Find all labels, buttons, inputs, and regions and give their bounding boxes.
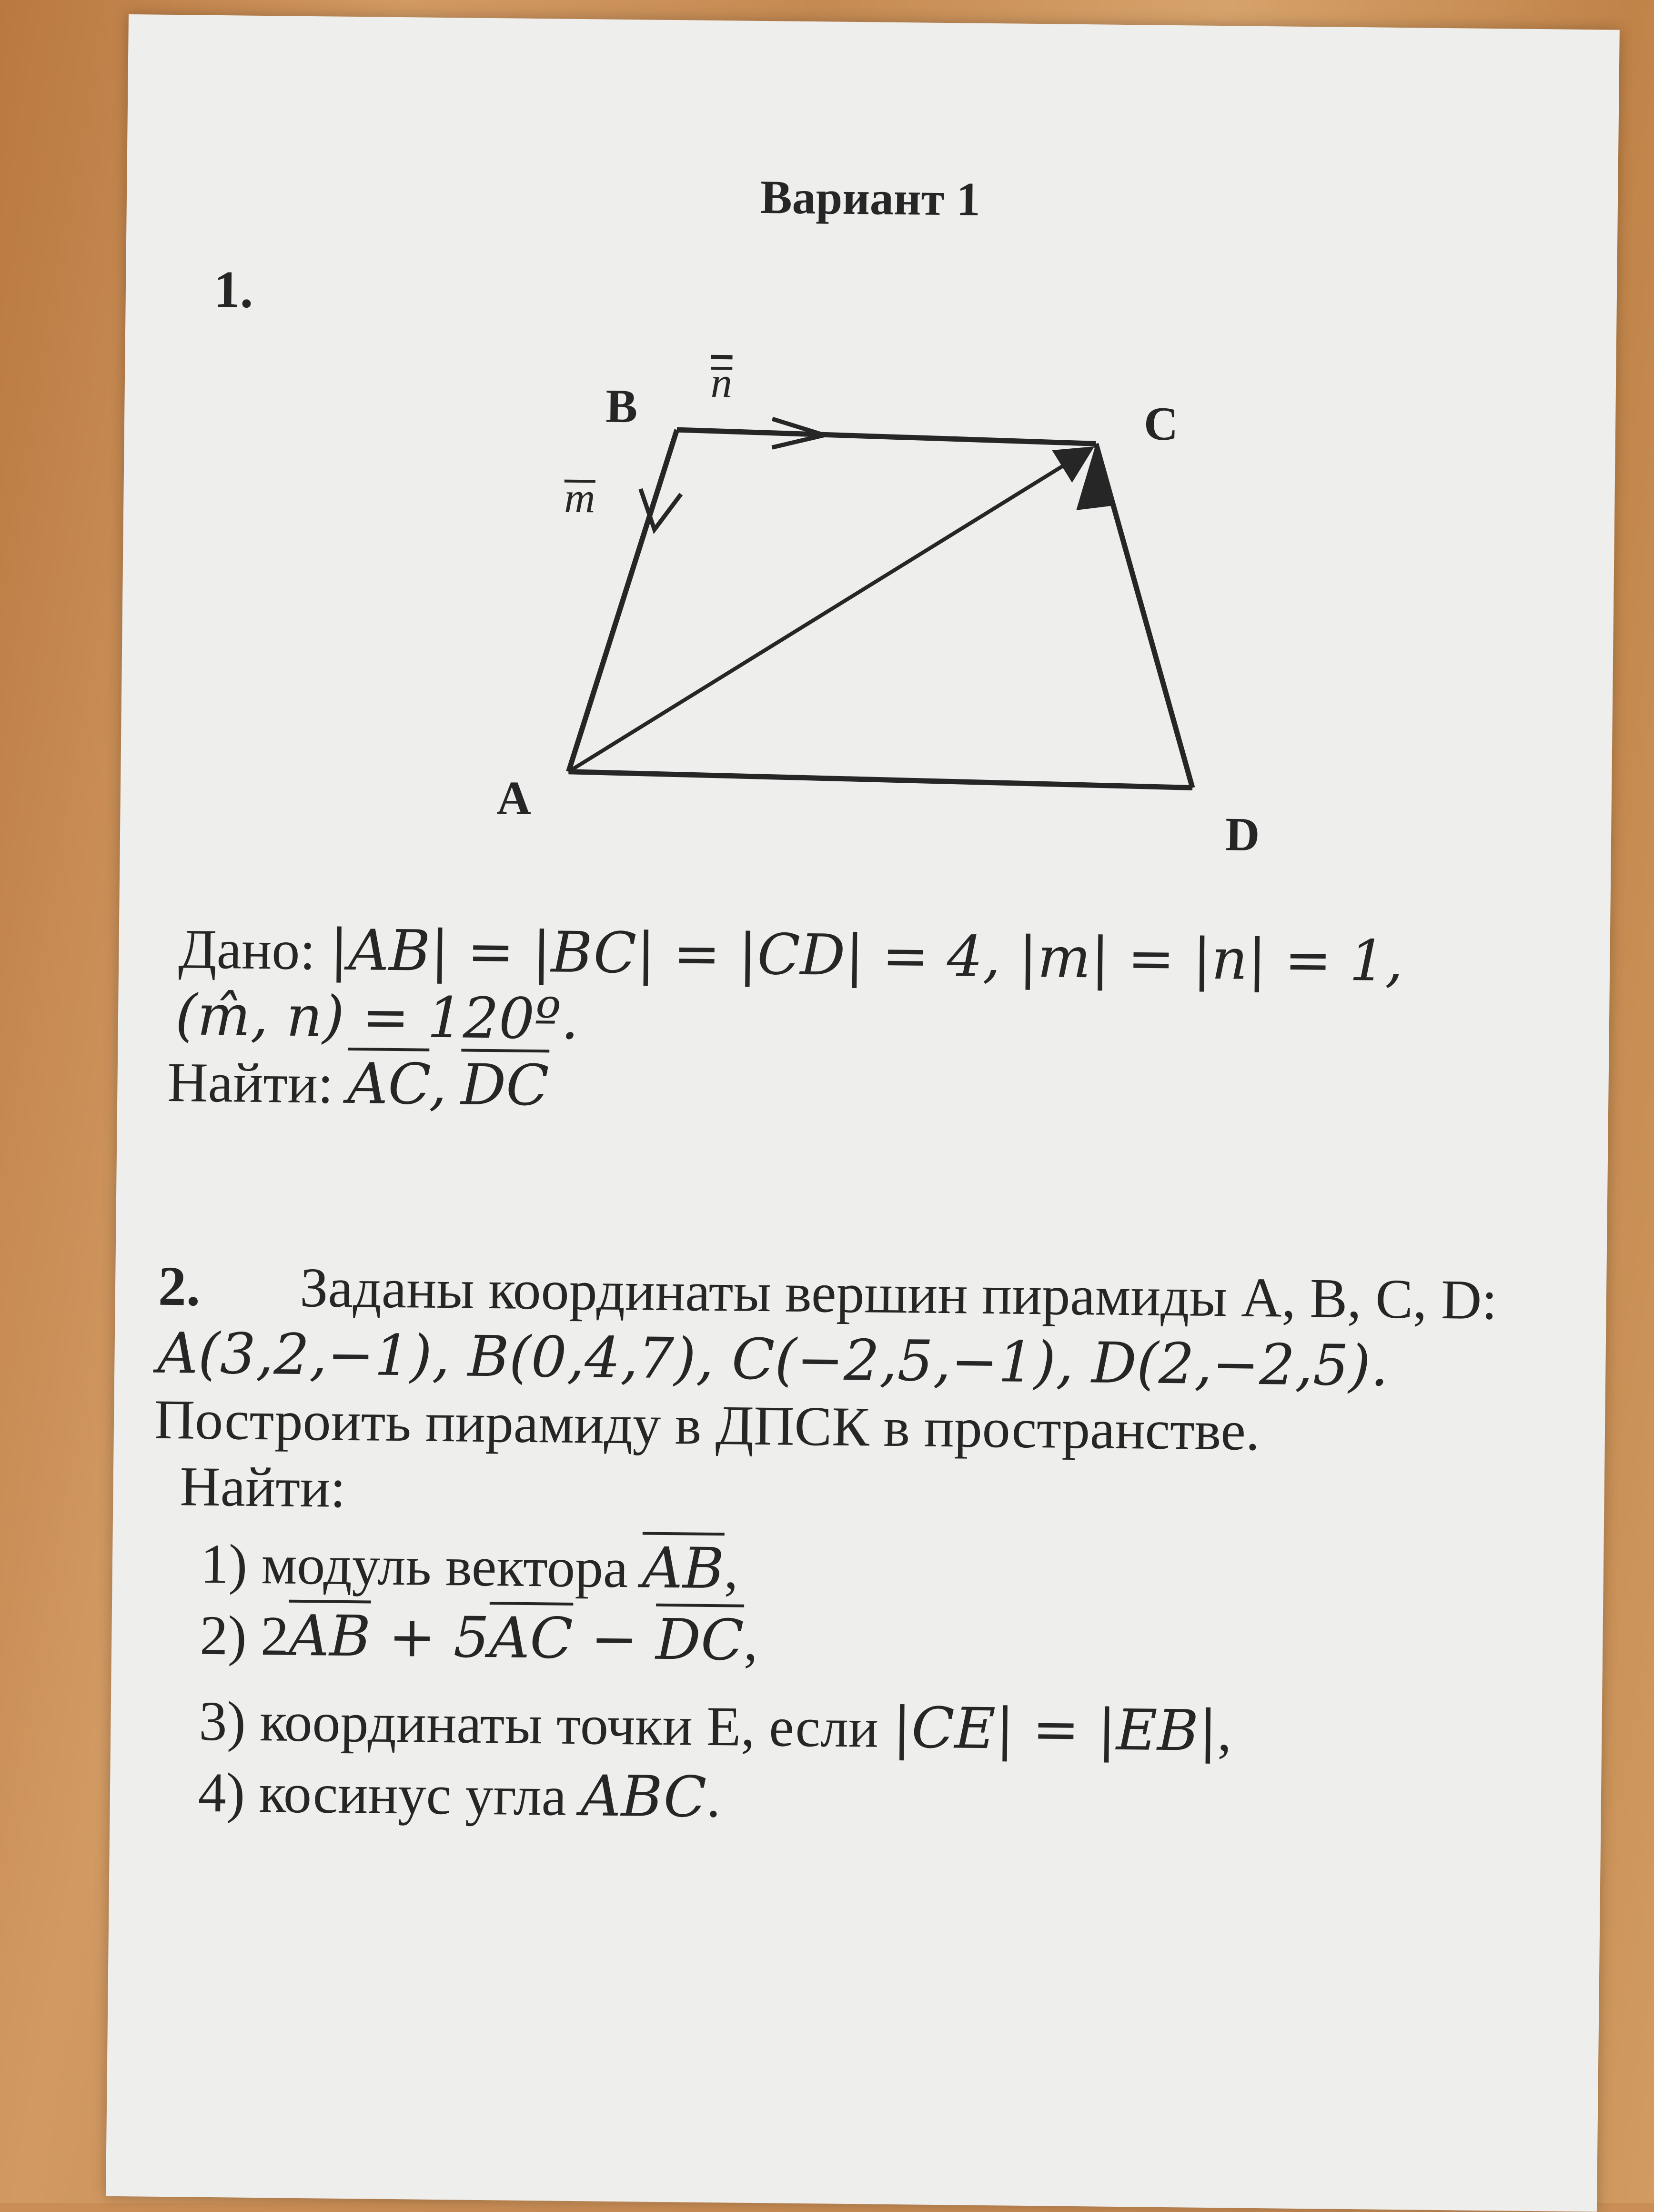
find-vector-ac: $\overline{AC}$ (347, 1050, 430, 1117)
task-2-intro-text: Заданы координаты вершин пирамиды A, B, C, D: (300, 1256, 1498, 1331)
label-vector-n: n (710, 359, 732, 406)
find-label: Найти: (167, 1051, 334, 1115)
item-3-condition: |CE| = |EB| (892, 1695, 1218, 1764)
task-2-construct: Построить пирамиду в ДПСК в пространстве. (154, 1392, 1260, 1459)
task-2-item-2 (200, 1606, 758, 1669)
item-4-text: 4) косинус угла (198, 1761, 581, 1828)
item-1-vector-ab: $\overline{AB}$ (642, 1535, 724, 1601)
item-4-suffix: . (706, 1767, 721, 1829)
worksheet-paper (106, 14, 1620, 2212)
item-2-plus: + 5 (370, 1604, 489, 1671)
label-D: D (1225, 808, 1260, 861)
find-vector-dc: $\overline{DC}$ (461, 1051, 549, 1118)
label-A: A (496, 771, 531, 825)
side-AD (568, 772, 1192, 788)
task-2-number: 2. (158, 1255, 201, 1318)
task-1-find (167, 1053, 549, 1114)
task-2-item-3 (199, 1692, 1232, 1760)
diagonal-AC (568, 443, 1091, 777)
item-2-text: 2) 2 (200, 1604, 289, 1667)
label-B: B (605, 380, 638, 433)
task-1-given (178, 920, 1403, 990)
item-3-text: 3) координаты точки E, если (199, 1690, 893, 1759)
item-2-suffix: , (744, 1610, 758, 1672)
task-2-find-label: Найти: (180, 1458, 346, 1516)
find-separator: , (429, 1051, 447, 1117)
item-3-suffix: , (1217, 1700, 1232, 1763)
item-1-suffix: , (724, 1538, 738, 1600)
task-2-coordinates: A(3,2,−1), B(0,4,7), C(−2,5,−1), D(2,−2,5). (157, 1325, 1389, 1394)
variant-title: Вариант 1 (760, 173, 981, 223)
side-BC (677, 430, 1096, 444)
task-2-item-4 (198, 1764, 721, 1826)
item-2-minus: − (573, 1606, 656, 1672)
task-2-intro (158, 1258, 1497, 1328)
given-equation: |AB| = |BC| = |CD| = 4, |m| = |n| = 1, (329, 917, 1403, 994)
label-vector-m: m (564, 475, 595, 522)
item-2-vector-ab: $\overline{AB}$ (288, 1603, 371, 1669)
task-1-angle: (m̂, n) = 120º. (175, 987, 579, 1047)
trapezoid-diagram (119, 14, 1620, 935)
task-2-item-1 (200, 1535, 738, 1598)
item-1-text: 1) модуль вектора (200, 1533, 643, 1600)
item-2-vector-dc: $\overline{DC}$ (656, 1606, 744, 1673)
item-2-vector-ac: $\overline{AC}$ (489, 1605, 573, 1671)
label-C: C (1144, 397, 1179, 450)
task-1-number: 1. (213, 263, 253, 316)
given-label: Дано: (178, 918, 316, 981)
label-m-bar (565, 481, 595, 482)
item-4-angle: ABC (580, 1763, 707, 1830)
